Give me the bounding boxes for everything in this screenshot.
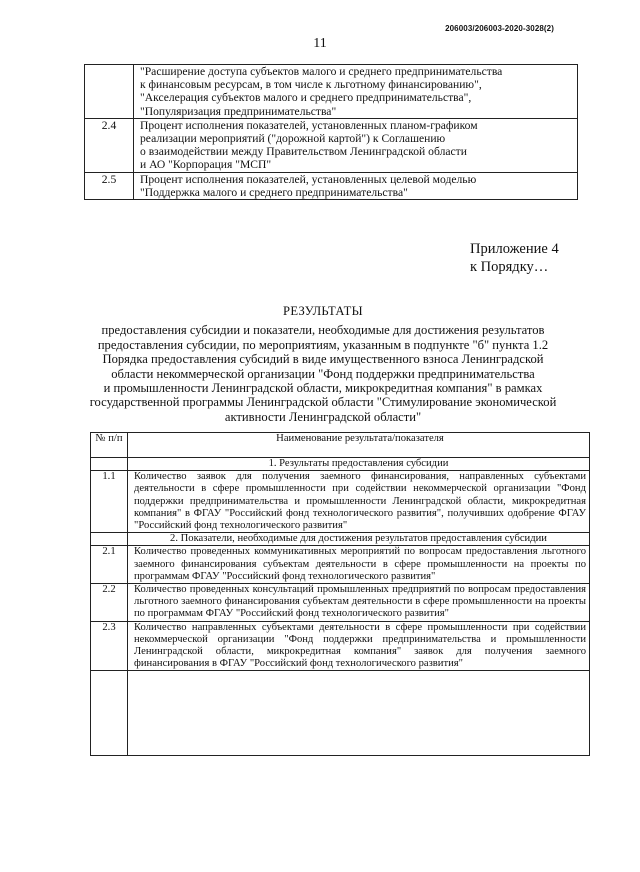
table-header-row xyxy=(91,433,590,458)
row-text xyxy=(134,65,578,119)
row-text xyxy=(134,172,578,199)
row-number: 1.1 xyxy=(91,471,128,533)
text-line: Процент исполнения показателей, установленных целевой моделью xyxy=(140,172,477,186)
text-line: "Акселерация субъектов малого и среднего предпринимательства", xyxy=(140,91,472,105)
title-line: активности Ленинградской области" xyxy=(224,409,422,424)
text-line: к финансовым ресурсам, в том числе к льготному финансированию", xyxy=(140,78,482,92)
row-text: Количество заявок для получения заемного финансирования, направленных субъектами деятельности в сфере промышленности при содействии некоммерческой организации "Фонд поддержки предпринимательства и промышленности Ленинградской области, микрокредитная компания" в ФГАУ "Российский фонд технологического развития", получивших одобрение ФГАУ "Российский фонд технологического развития" xyxy=(128,471,590,533)
empty-cell xyxy=(128,671,590,756)
document-title xyxy=(78,304,568,424)
row-number xyxy=(85,65,134,119)
section-row xyxy=(91,458,590,471)
title-line: Порядка предоставления субсидий в виде имущественного взноса Ленинградской xyxy=(102,352,544,367)
results-table xyxy=(90,432,590,756)
row-number: 2.5 xyxy=(85,172,134,199)
title-line: предоставления субсидии и показатели, необходимые для достижения результатов xyxy=(101,323,545,338)
table-row xyxy=(85,172,578,199)
text-line: реализации мероприятий ("дорожной картой") к Соглашению xyxy=(140,132,446,146)
title-line: области некоммерческой организации "Фонд поддержки предпринимательства xyxy=(111,366,535,381)
appendix-line: Приложение 4 xyxy=(470,241,559,257)
table-row xyxy=(91,546,590,584)
row-text: Количество проведенных коммуникативных мероприятий по вопросам предоставления льготного заемного финансирования субъектам деятельности в сфере промышленности на проекты по программам ФГАУ "Российский фонд технологического развития" xyxy=(128,546,590,584)
title-line: и промышленности Ленинградской области, микрокредитная компания" в рамках xyxy=(103,381,543,396)
text-line: Процент исполнения показателей, установленных планом-графиком xyxy=(140,118,478,132)
appendix-label xyxy=(470,240,559,276)
appendix-line: к Порядку… xyxy=(470,259,549,275)
text-line: "Расширение доступа субъектов малого и среднего предпринимательства xyxy=(140,65,503,78)
row-number: 2.1 xyxy=(91,546,128,584)
row-text: Количество проведенных консультаций промышленных предприятий по вопросам предоставления льготного заемного финансирования субъектам деятельности в сфере промышленности на проекты по программам ФГАУ "Российский фонд технологического развития" xyxy=(128,584,590,622)
table-row xyxy=(91,621,590,671)
table-row xyxy=(91,471,590,533)
section-title: 1. Результаты предоставления субсидии xyxy=(128,458,590,471)
header-number: № п/п xyxy=(91,433,128,458)
continued-indicators-table xyxy=(84,64,578,200)
table-row xyxy=(85,65,578,119)
table-row xyxy=(91,584,590,622)
table-row xyxy=(85,118,578,172)
page-number: 11 xyxy=(313,36,327,51)
row-number: 2.3 xyxy=(91,621,128,671)
text-line: о взаимодействии между Правительством Ленинградской области xyxy=(140,145,467,159)
row-text xyxy=(134,118,578,172)
title-line: государственной программы Ленинградской области "Стимулирование экономической xyxy=(89,395,557,410)
empty-row xyxy=(91,671,590,756)
title-heading: РЕЗУЛЬТАТЫ xyxy=(283,304,363,318)
row-number: 2.2 xyxy=(91,584,128,622)
row-number: 2.4 xyxy=(85,118,134,172)
section-title: 2. Показатели, необходимые для достижения результатов предоставления субсидии xyxy=(128,533,590,546)
document-id: 206003/206003-2020-3028(2) xyxy=(445,24,554,33)
header-name: Наименование результата/показателя xyxy=(128,433,590,458)
text-line: "Популяризация предпринимательства" xyxy=(140,104,337,118)
section-spacer xyxy=(91,533,128,546)
title-line: предоставления субсидии, по мероприятиям, указанным в подпункте "б" пункта 1.2 xyxy=(97,337,549,352)
text-line: и АО "Корпорация "МСП" xyxy=(140,158,272,172)
empty-cell xyxy=(91,671,128,756)
text-line: "Поддержка малого и среднего предпринимательства" xyxy=(140,185,408,199)
section-spacer xyxy=(91,458,128,471)
row-text: Количество направленных субъектами деятельности в сфере промышленности при содействии некоммерческой организации "Фонд поддержки предпринимательства и промышленности Ленинградской области, микрокредитная компания" заявок для получения заемного финансирования в ФГАУ "Российский фонд технологического развития" xyxy=(128,621,590,671)
section-row xyxy=(91,533,590,546)
